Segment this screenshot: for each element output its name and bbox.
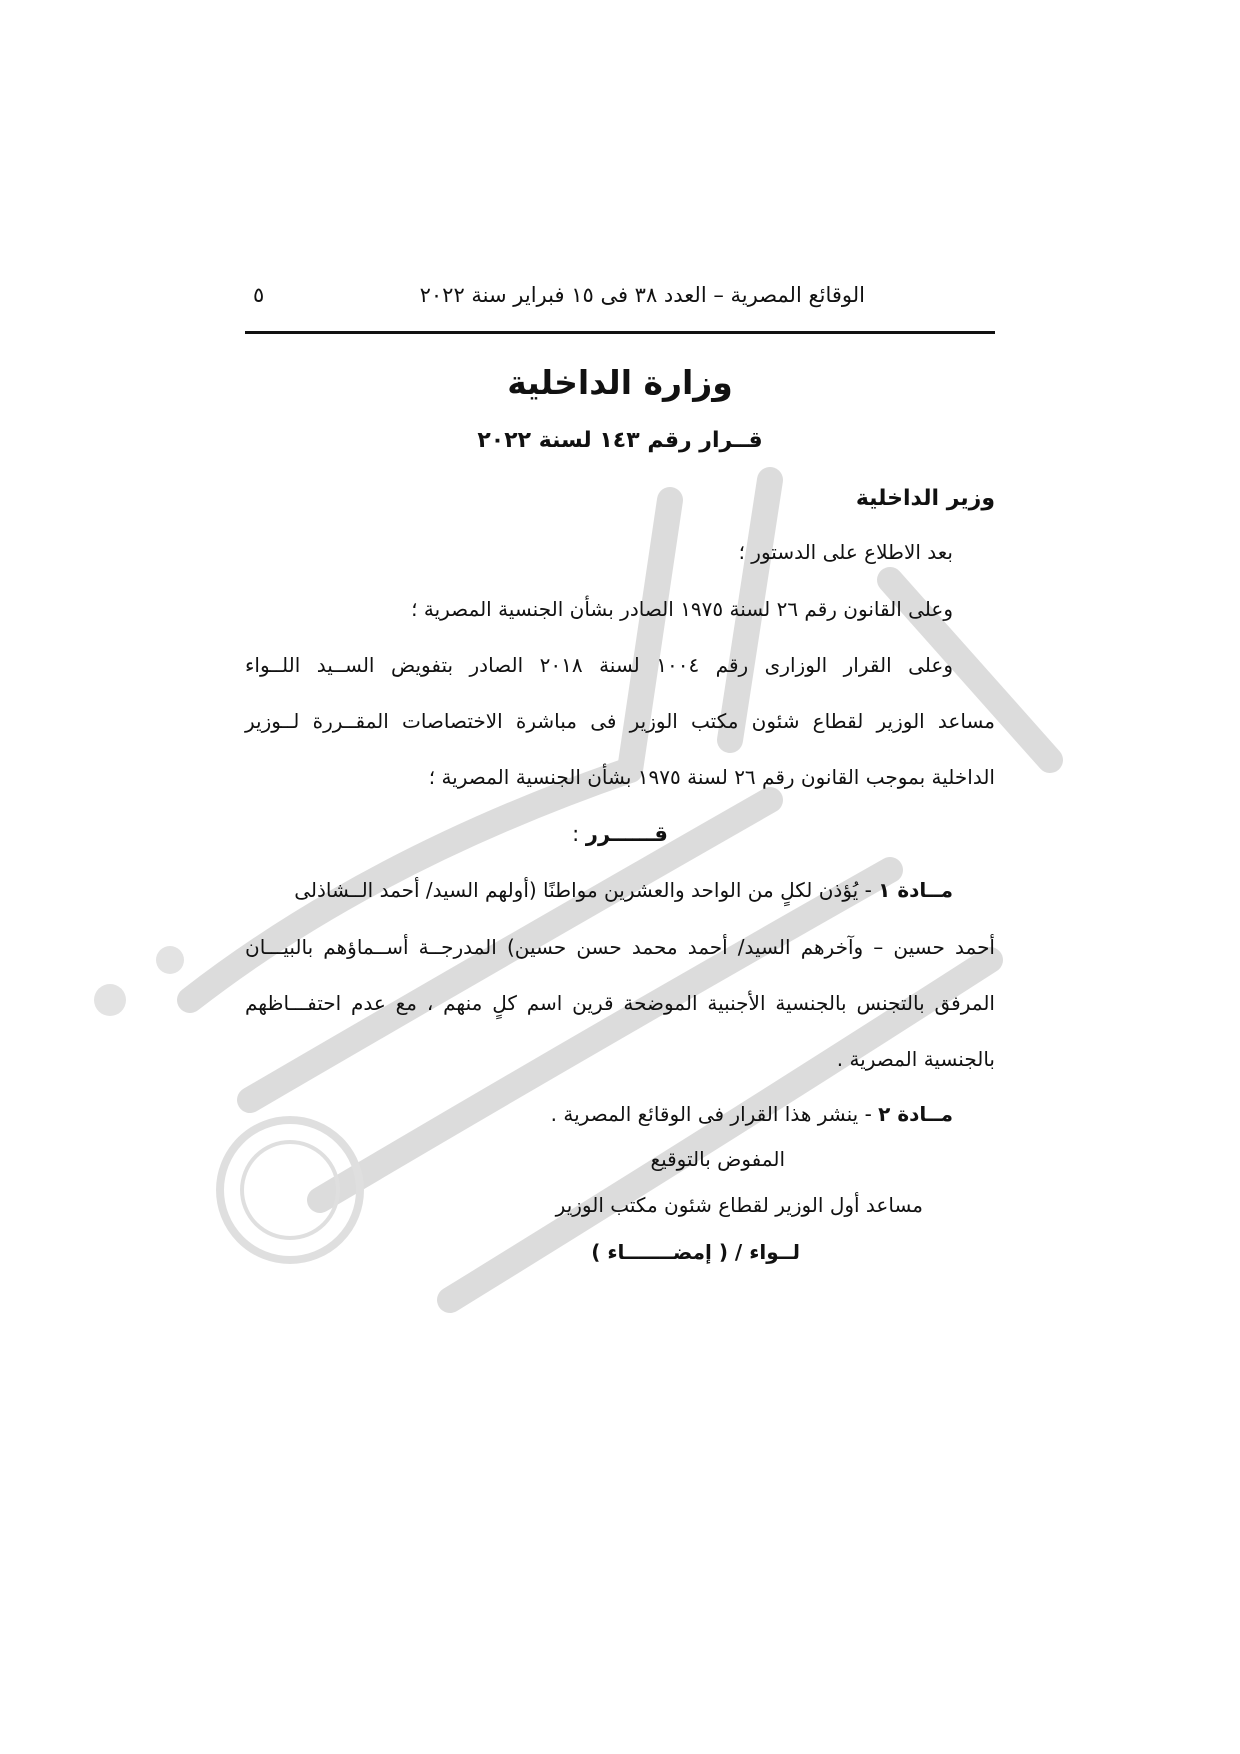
watermark-stroke (320, 870, 890, 1200)
article-1-line: أحمد حسين – وآخرهم السيد/ أحمد محمد حسن حسين) المدرجــة أســماؤهم بالبيـــان (245, 935, 995, 959)
article-1-line (245, 878, 953, 902)
preamble-line: بعد الاطلاع على الدستور ؛ (738, 540, 953, 564)
issuer-title: وزير الداخلية (855, 486, 995, 511)
preamble-line: الداخلية بموجب القانون رقم ٢٦ لسنة ١٩٧٥ بشأن الجنسية المصرية ؛ (428, 765, 995, 789)
decides-heading (245, 822, 995, 846)
signature-rank: لــواء / (727, 1240, 800, 1264)
decides-word: قــــــرر (585, 822, 668, 846)
page-number: ٥ (253, 283, 265, 307)
article-1-label: مــادة ١ (878, 878, 953, 902)
decides-colon: : (572, 822, 586, 846)
preamble-line: وعلى القرار الوزارى رقم ١٠٠٤ لسنة ٢٠١٨ الصادر بتفويض الســيد اللــواء (245, 653, 954, 677)
publication-header: الوقائع المصرية – العدد ٣٨ فى ١٥ فبراير سنة ٢٠٢٢ (419, 283, 865, 307)
signature-position: مساعد أول الوزير لقطاع شئون مكتب الوزير (555, 1193, 923, 1217)
decision-title: قــرار رقم ١٤٣ لسنة ٢٠٢٢ (477, 428, 763, 453)
article-2-text: - ينشر هذا القرار فى الوقائع المصرية . (550, 1102, 879, 1126)
page-header (245, 283, 995, 323)
preamble-line: وعلى القانون رقم ٢٦ لسنة ١٩٧٥ الصادر بشأن الجنسية المصرية ؛ (411, 597, 953, 621)
seal-inner-ring (242, 1142, 338, 1238)
article-2-line (245, 1102, 953, 1126)
article-1-line: المرفق بالتجنس بالجنسية الأجنبية الموضحة قرين اسم كلٍ منهم ، مع عدم احتفـــاظهم (245, 991, 995, 1015)
article-1-line: بالجنسية المصرية . (836, 1047, 995, 1071)
signature-block (591, 1240, 800, 1264)
watermark-dot (94, 984, 126, 1016)
preamble-line: مساعد الوزير لقطاع شئون مكتب الوزير فى مباشرة الاختصاصات المقــررة لــوزير (245, 709, 995, 733)
seal-icon (220, 1120, 360, 1260)
watermark-dot (156, 946, 184, 974)
article-2-label: مــادة ٢ (878, 1102, 953, 1126)
signature-delegated: المفوض بالتوقيع (650, 1147, 785, 1171)
header-rule (245, 331, 995, 334)
ministry-title: وزارة الداخلية (507, 363, 733, 402)
article-1-text: - يُؤذن لكلٍ من الواحد والعشرين مواطنًا (أولهم السيد/ أحمد الــشاذلى (294, 878, 879, 902)
signature-signed: ( إمضـــــــاء ) (591, 1240, 728, 1264)
